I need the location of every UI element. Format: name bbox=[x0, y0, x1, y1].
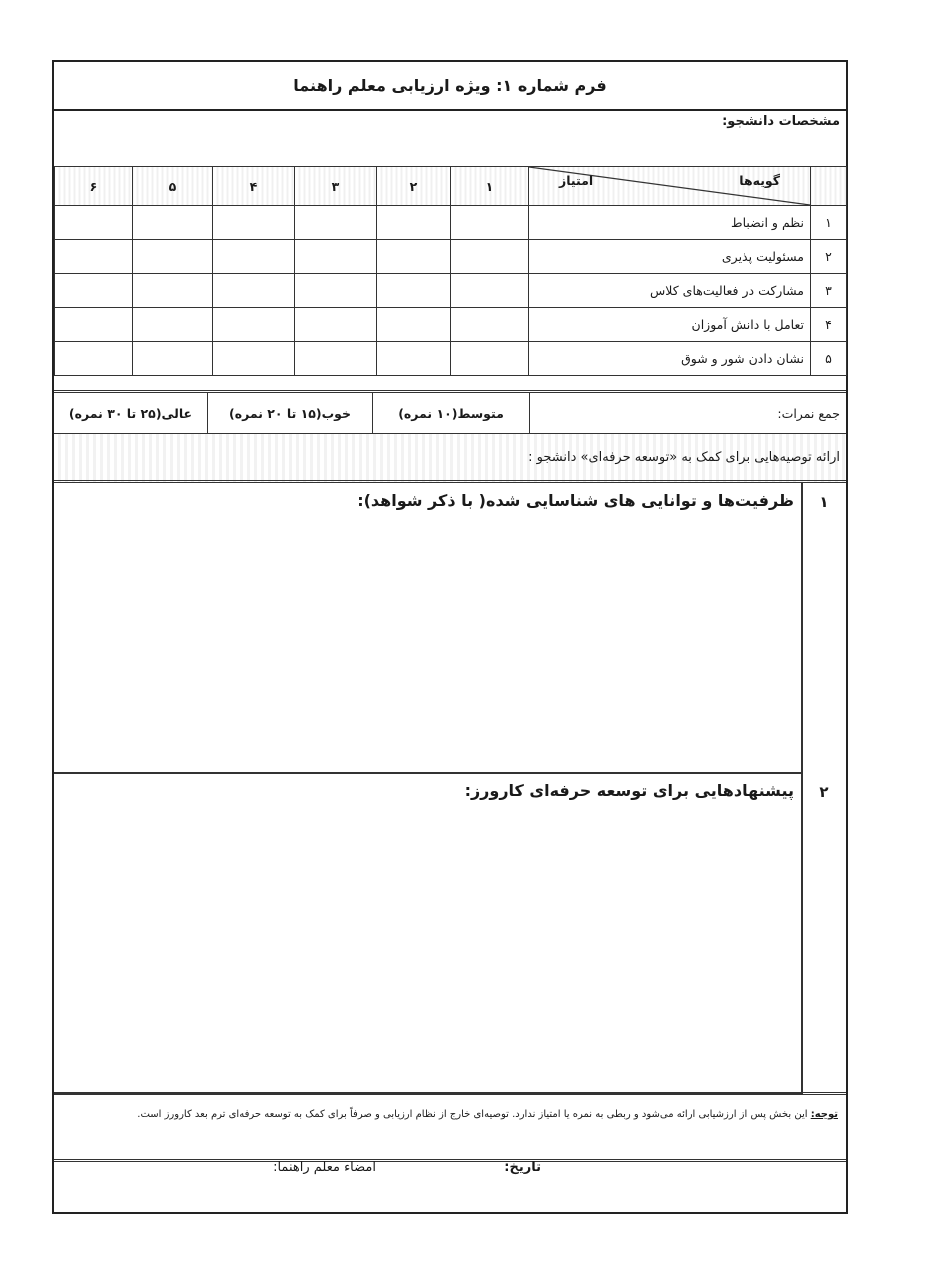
criteria-header: گویه‌ها bbox=[739, 173, 780, 188]
row-number: ۱ bbox=[811, 206, 847, 240]
note-tag: توجه: bbox=[810, 1109, 838, 1120]
score-cell[interactable] bbox=[377, 274, 451, 308]
score-header: امتیاز bbox=[559, 173, 594, 188]
criterion-label: تعامل با دانش آموزان bbox=[529, 308, 811, 342]
signature-label[interactable]: امضاء معلم راهنما: bbox=[273, 1160, 376, 1175]
grade-excellent[interactable]: عالی(۲۵ تا ۳۰ نمره) bbox=[68, 405, 193, 421]
score-cell[interactable] bbox=[451, 308, 529, 342]
score-cell[interactable] bbox=[295, 342, 377, 376]
row-number: ۵ bbox=[811, 342, 847, 376]
score-cell[interactable] bbox=[213, 308, 295, 342]
table-row bbox=[55, 240, 847, 274]
section-number: ۲ bbox=[819, 783, 829, 801]
row-number: ۴ bbox=[811, 308, 847, 342]
score-cell[interactable] bbox=[213, 274, 295, 308]
score-cell[interactable] bbox=[133, 206, 213, 240]
date-label[interactable]: تاریخ: bbox=[504, 1160, 541, 1175]
student-info-label: مشخصات دانشجو: bbox=[722, 114, 840, 129]
score-cell[interactable] bbox=[133, 274, 213, 308]
row-number: ۳ bbox=[811, 274, 847, 308]
score-cell[interactable] bbox=[55, 342, 133, 376]
score-cell[interactable] bbox=[133, 240, 213, 274]
col-header: ۲ bbox=[377, 167, 451, 206]
signature-area bbox=[54, 1152, 846, 1212]
table-row bbox=[55, 206, 847, 240]
col-header: ۳ bbox=[295, 167, 377, 206]
section-heading: پیشنهادهایی برای توسعه حرفه‌ای کارورز: bbox=[464, 781, 794, 800]
evaluation-form bbox=[52, 60, 848, 1214]
score-cell[interactable] bbox=[295, 274, 377, 308]
score-cell[interactable] bbox=[295, 206, 377, 240]
col-header: ۴ bbox=[213, 167, 295, 206]
criteria-table bbox=[54, 166, 847, 376]
header-number bbox=[811, 167, 847, 206]
section-capabilities[interactable] bbox=[54, 482, 829, 774]
section-suggestions[interactable] bbox=[54, 772, 829, 1094]
section-number: ۱ bbox=[819, 493, 829, 511]
total-score-label: جمع نمرات: bbox=[529, 393, 846, 433]
score-cell[interactable] bbox=[295, 308, 377, 342]
grade-average[interactable]: متوسط(۱۰ نمره) bbox=[372, 393, 529, 433]
score-cell[interactable] bbox=[377, 240, 451, 274]
table-row bbox=[55, 274, 847, 308]
score-cell[interactable] bbox=[377, 342, 451, 376]
row-number: ۲ bbox=[811, 240, 847, 274]
table-row bbox=[55, 342, 847, 376]
col-header: ۱ bbox=[451, 167, 529, 206]
score-cell[interactable] bbox=[213, 240, 295, 274]
table-header-row bbox=[55, 167, 847, 206]
section-heading: ظرفیت‌ها و توانایی های شناسایی شده( با ذکر شواهد): bbox=[357, 491, 794, 510]
score-summary bbox=[54, 390, 846, 436]
score-cell[interactable] bbox=[451, 206, 529, 240]
table-row bbox=[55, 308, 847, 342]
score-cell[interactable] bbox=[133, 342, 213, 376]
form-title: فرم شماره ۱: ویژه ارزیابی معلم راهنما bbox=[54, 62, 846, 111]
criterion-label: نشان دادن شور و شوق bbox=[529, 342, 811, 376]
score-cell[interactable] bbox=[55, 240, 133, 274]
score-cell[interactable] bbox=[451, 342, 529, 376]
note-text: این بخش پس از ارزشیابی ارائه می‌شود و ربطی به نمره یا امتیاز ندارد. توصیه‌ای خارج از نظام ارزیابی و صرفاً برای کمک به توسعه حرفه‌ای ترم بعد کارورز است. bbox=[137, 1109, 808, 1120]
score-cell[interactable] bbox=[377, 206, 451, 240]
score-cell[interactable] bbox=[451, 240, 529, 274]
score-cell[interactable] bbox=[133, 308, 213, 342]
recommendation-heading: ارائه توصیه‌هایی برای کمک به «توسعه حرفه‌ای» دانشجو : bbox=[54, 434, 846, 483]
score-cell[interactable] bbox=[55, 274, 133, 308]
score-cell[interactable] bbox=[377, 308, 451, 342]
score-cell[interactable] bbox=[213, 342, 295, 376]
col-header: ۵ bbox=[133, 167, 213, 206]
criterion-label: مسئولیت پذیری bbox=[529, 240, 811, 274]
grade-good[interactable]: خوب(۱۵ تا ۲۰ نمره) bbox=[207, 393, 372, 433]
score-cell[interactable] bbox=[213, 206, 295, 240]
criterion-label: مشارکت در فعالیت‌های کلاس bbox=[529, 274, 811, 308]
header-diagonal-cell bbox=[529, 167, 811, 206]
score-cell[interactable] bbox=[55, 308, 133, 342]
score-cell[interactable] bbox=[451, 274, 529, 308]
score-cell[interactable] bbox=[55, 206, 133, 240]
score-cell[interactable] bbox=[295, 240, 377, 274]
col-header: ۶ bbox=[55, 167, 133, 206]
criterion-label: نظم و انضباط bbox=[529, 206, 811, 240]
